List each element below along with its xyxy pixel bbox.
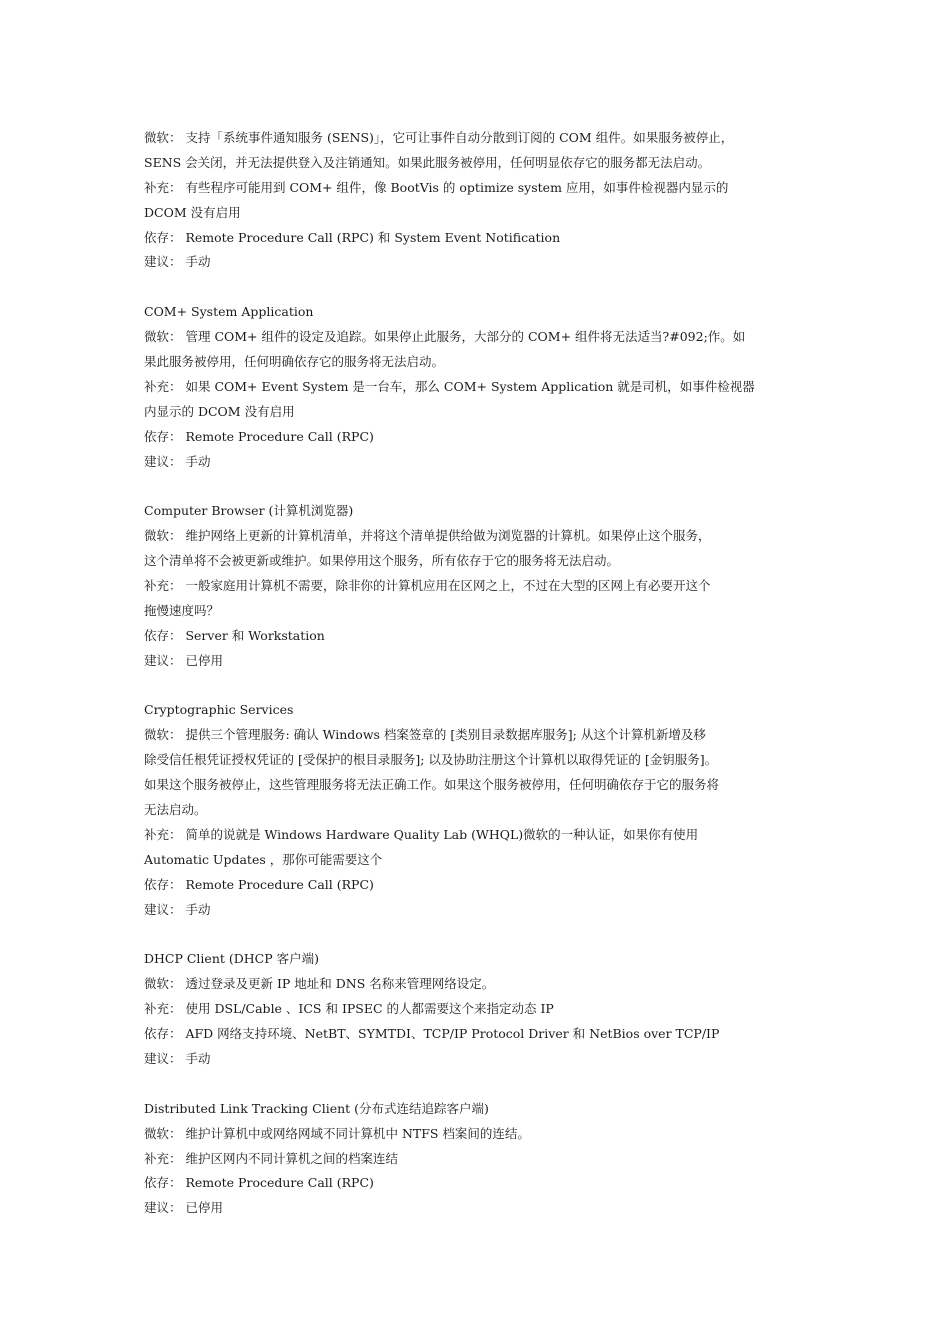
text-line: 微软： 支持「系统事件通知服务 (SENS)」，它可让事件自动分散到订阅的 COM 组件。如果服务被停止，: [144, 130, 734, 145]
text-line: 微软： 维护网络上更新的计算机清单，并将这个清单提供给做为浏览器的计算机。如果停止这个服务，: [144, 528, 711, 544]
text-line: 建议： 手动: [144, 1050, 211, 1066]
text-line: 依存： Remote Procedure Call (RPC): [144, 876, 374, 892]
text-line: 补充： 简单的说就是 Windows Hardware Quality Lab (WHQL)微软的一种认证，如果你有使用: [144, 826, 699, 842]
text-line: SENS 会关闭，并无法提供登入及注销通知。如果此服务被停用，任何明显依存它的服务都无法启动。: [144, 154, 711, 170]
text-line: 依存： Remote Procedure Call (RPC): [144, 428, 374, 444]
section-gap: [144, 474, 824, 499]
section-cryptographic-services: [144, 698, 824, 922]
text-line: 微软： 透过登录及更新 IP 地址和 DNS 名称来管理网络设定。: [144, 976, 495, 992]
section-sens-continuation: [144, 126, 824, 275]
text-line: 依存： Server 和 Workstation: [144, 627, 325, 643]
text-line: 建议： 手动: [144, 901, 211, 917]
text-line: 补充： 维护区网内不同计算机之间的档案连结: [144, 1150, 398, 1166]
text-line: 无法启动。: [144, 802, 207, 818]
text-line: 内显示的 DCOM 没有启用: [144, 403, 295, 419]
text-line: 除受信任根凭证授权凭证的 [受保护的根目录服务]; 以及协助注册这个计算机以取得凭证的 [金钥服务]。: [144, 752, 718, 768]
section-gap: [144, 923, 824, 948]
section-title: COM+ System Application: [144, 304, 314, 320]
text-line: 这个清单将不会被更新或维护。如果停用这个服务，所有依存于它的服务将无法启动。: [144, 553, 620, 569]
text-line: 微软： 维护计算机中或网络网域不同计算机中 NTFS 档案间的连结。: [144, 1125, 530, 1141]
section-title: DHCP Client (DHCP 客户端): [144, 951, 320, 967]
text-line: 补充： 如果 COM+ Event System 是一台车，那么 COM+ System Application 就是司机，如事件检视器: [144, 378, 755, 394]
section-title: Cryptographic Services: [144, 702, 294, 718]
text-line: 建议： 已停用: [144, 1200, 223, 1216]
text-line: 建议： 手动: [144, 254, 211, 270]
text-line: 建议： 手动: [144, 453, 211, 469]
section-computer-browser: [144, 499, 824, 673]
text-line: 微软： 提供三个管理服务: 确认 Windows 档案签章的 [类别目录数据库服务]; 从这个计算机新增及移: [144, 727, 706, 743]
section-dhcp-client: [144, 947, 824, 1071]
section-gap: [144, 674, 824, 699]
text-line: 依存： Remote Procedure Call (RPC): [144, 1175, 374, 1191]
text-line: DCOM 没有启用: [144, 204, 241, 220]
text-line: 微软： 管理 COM+ 组件的设定及追踪。如果停止此服务，大部分的 COM+ 组件将无法适当?#092;作。如: [144, 329, 746, 345]
section-gap: [144, 275, 824, 300]
section-title: Computer Browser (计算机浏览器): [144, 503, 354, 519]
text-line: 果此服务被停用，任何明确依存它的服务将无法启动。: [144, 354, 445, 370]
text-line: 补充： 使用 DSL/Cable 、ICS 和 IPSEC 的人都需要这个来指定动态 IP: [144, 1001, 554, 1017]
text-line: 补充： 有些程序可能用到 COM+ 组件，像 BootVis 的 optimize system 应用，如事件检视器内显示的: [144, 179, 729, 195]
document-page: [144, 126, 824, 1221]
text-line: 拖慢速度吗？: [144, 602, 220, 618]
section-title: Distributed Link Tracking Client (分布式连结追踪客户端): [144, 1100, 489, 1116]
text-line: Automatic Updates ，那你可能需要这个: [144, 851, 383, 867]
text-line: 建议： 已停用: [144, 652, 223, 668]
section-com-system-application: [144, 300, 824, 474]
section-gap: [144, 1072, 824, 1097]
text-line: 依存： AFD 网络支持环境、NetBT、SYMTDI、TCP/IP Protocol Driver 和 NetBios over TCP/IP: [144, 1026, 720, 1042]
text-line: 依存： Remote Procedure Call (RPC) 和 System Event Notification: [144, 229, 561, 245]
section-distributed-link-tracking-client: [144, 1097, 824, 1221]
text-line: 补充： 一般家庭用计算机不需要，除非你的计算机应用在区网之上，不过在大型的区网上有必要开这个: [144, 578, 711, 594]
text-line: 如果这个服务被停止，这些管理服务将无法正确工作。如果这个服务被停用，任何明确依存于它的服务将: [144, 777, 720, 793]
